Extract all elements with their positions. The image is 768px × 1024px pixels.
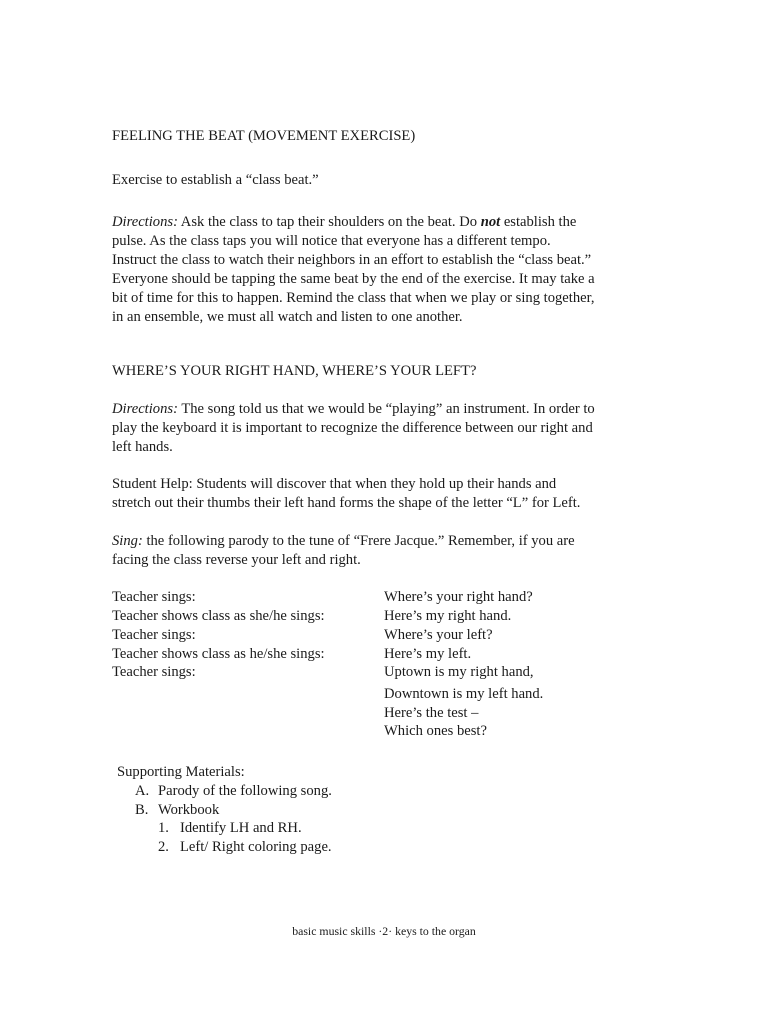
song-lyric: Downtown is my left hand. [384, 686, 544, 702]
directions-line: Instruct the class to watch their neighbors in an effort to establish the “class beat.” [112, 252, 592, 268]
list-item-workbook: Workbook [158, 802, 220, 818]
song-lyric: Here’s the test – [384, 705, 479, 721]
list-marker-a: A. [135, 783, 150, 799]
emphasis-not: not [480, 214, 501, 230]
sing-label: Sing: [112, 533, 143, 549]
directions-line: in an ensemble, we must all watch and listen to one another. [112, 309, 463, 325]
song-directions-text: The song told us that we would be “playing” an instrument. In order to [177, 401, 595, 417]
sing-line: facing the class reverse your left and right. [112, 552, 361, 568]
song-lyric: Where’s your right hand? [384, 589, 533, 605]
list-item-coloring: Left/ Right coloring page. [180, 839, 332, 855]
directions-line: pulse. As the class taps you will notice that everyone has a different tempo. [112, 233, 551, 249]
song-lyric: Here’s my left. [384, 646, 472, 662]
sing-text: the following parody to the tune of “Frere Jacque.” Remember, if you are [142, 533, 575, 549]
list-marker-2: 2. [158, 839, 169, 855]
directions-text-start: Ask the class to tap their shoulders on the beat. Do [177, 214, 481, 230]
list-marker-b: B. [135, 802, 149, 818]
page-footer: basic music skills ·2· keys to the organ [292, 924, 476, 938]
exercise-intro: Exercise to establish a “class beat.” [112, 172, 319, 188]
song-lyric: Uptown is my right hand, [384, 664, 534, 680]
song-lyric: Here’s my right hand. [384, 608, 512, 624]
directions-line: Everyone should be tapping the same beat by the end of the exercise. It may take a [112, 271, 595, 287]
directions-paragraph [112, 213, 672, 327]
song-lyric: Where’s your left? [384, 627, 493, 643]
student-help-paragraph [112, 475, 672, 513]
section-heading-right-left: WHERE’S YOUR RIGHT HAND, WHERE’S YOUR LEFT? [112, 363, 477, 379]
song-cue: Teacher shows class as he/she sings: [112, 646, 325, 662]
student-help-line: Student Help: Students will discover that when they hold up their hands and [112, 476, 557, 492]
song-lyric: Which ones best? [384, 723, 487, 739]
song-directions-line: left hands. [112, 439, 173, 455]
directions-label: Directions: [112, 214, 178, 230]
list-marker-1: 1. [158, 820, 169, 836]
song-directions-line: play the keyboard it is important to recognize the difference between our right and [112, 420, 593, 436]
song-directions-paragraph [112, 400, 672, 457]
student-help-line: stretch out their thumbs their left hand forms the shape of the letter “L” for Left. [112, 495, 581, 511]
directions-line: bit of time for this to happen. Remind the class that when we play or sing together, [112, 290, 595, 306]
supporting-materials-title: Supporting Materials: [117, 764, 245, 780]
directions-label: Directions: [112, 401, 178, 417]
section-heading-feeling-the-beat: FEELING THE BEAT (MOVEMENT EXERCISE) [112, 128, 416, 144]
song-cue: Teacher sings: [112, 627, 196, 643]
song-cue: Teacher sings: [112, 664, 196, 680]
list-item-identify: Identify LH and RH. [180, 820, 302, 836]
list-item-parody: Parody of the following song. [158, 783, 332, 799]
directions-text-end: establish the [500, 214, 577, 230]
song-cue: Teacher shows class as she/he sings: [112, 608, 325, 624]
song-cue: Teacher sings: [112, 589, 196, 605]
sing-paragraph [112, 532, 672, 570]
